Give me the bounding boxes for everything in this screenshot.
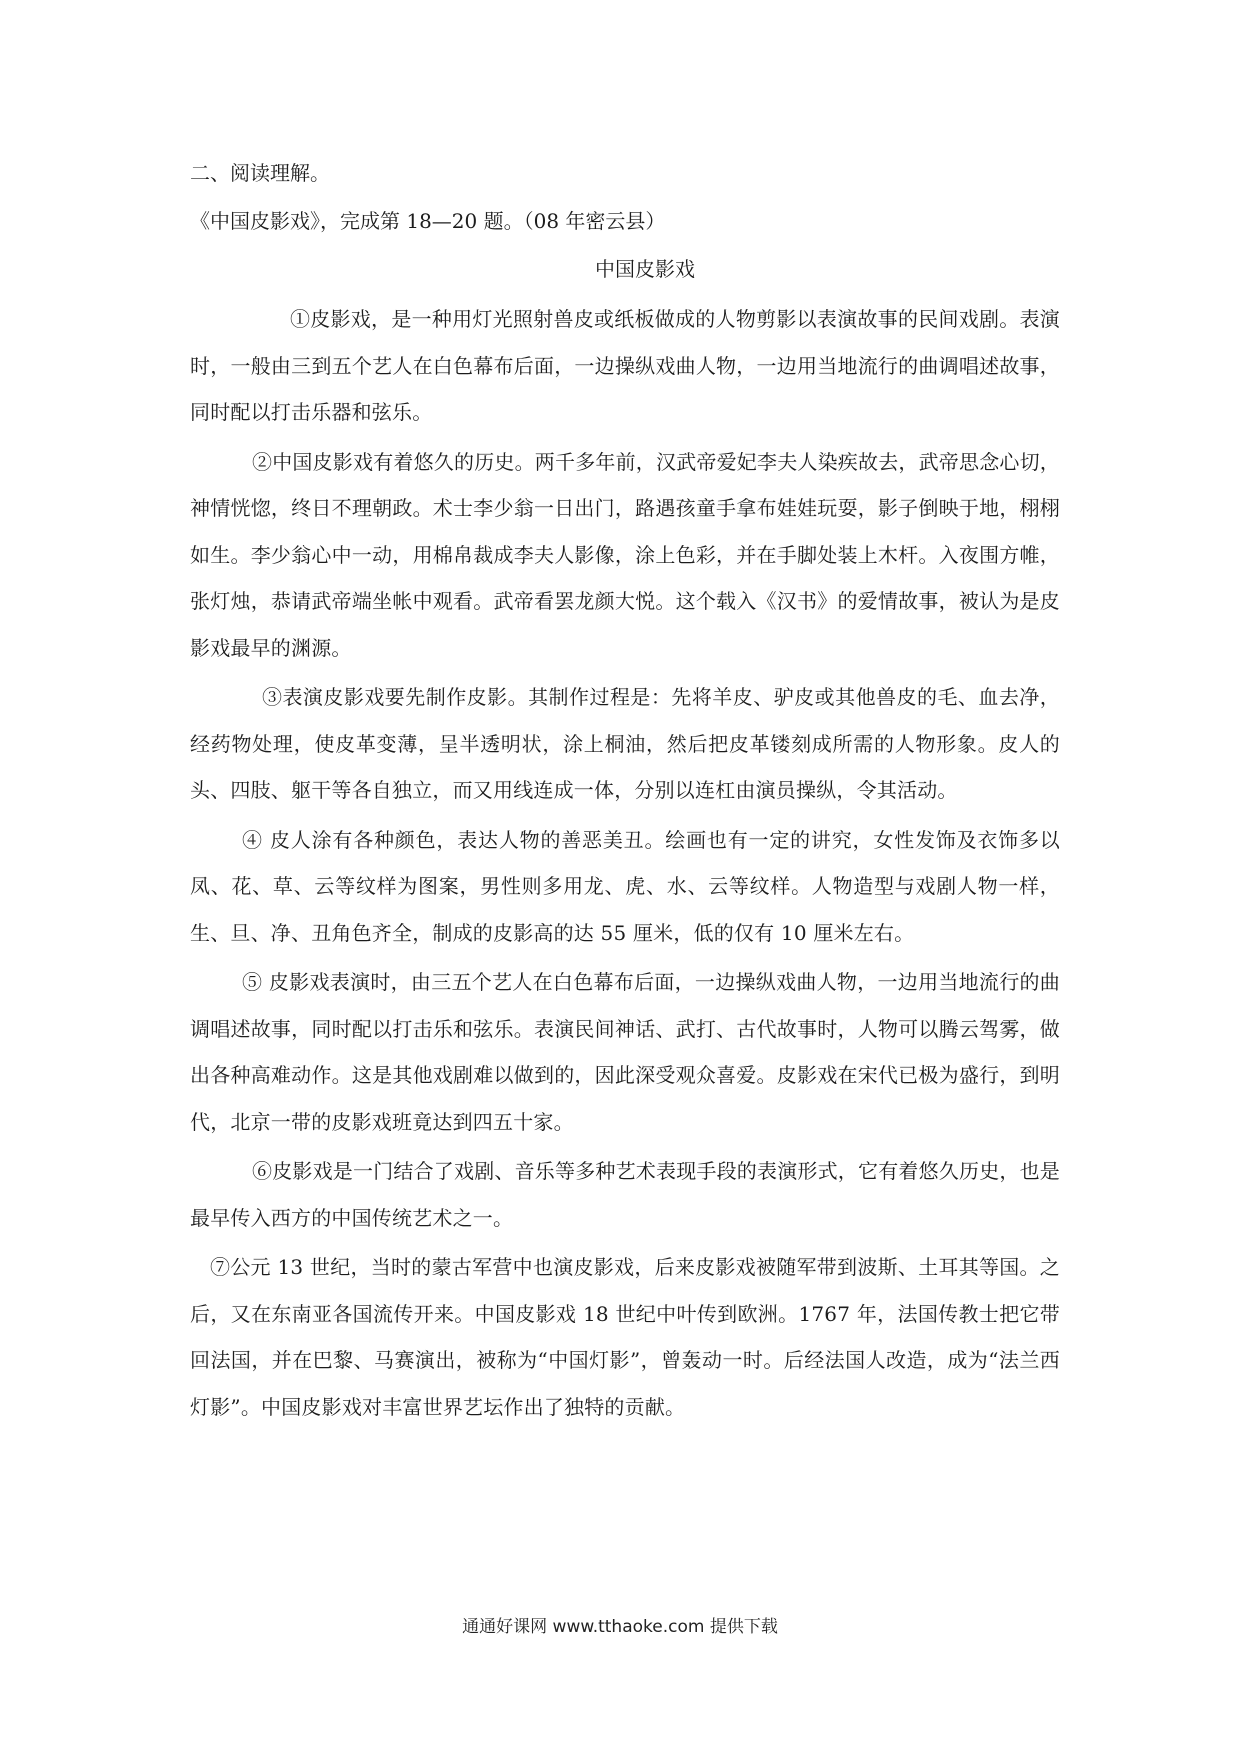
paragraph-6: ⑥皮影戏是一门结合了戏剧、音乐等多种艺术表现手段的表演形式，它有着悠久历史，也是最早传入西方的中国传统艺术之一。: [190, 1159, 1060, 1230]
paragraph-7: ⑦公元 13 世纪，当时的蒙古军营中也演皮影戏，后来皮影戏被随军带到波斯、土耳其等国。之后，又在东南亚各国流传开来。中国皮影戏 18 世纪中叶传到欧洲。1767 年，法国传教士把它带回法国，并在巴黎、马赛演出，被称为“中国灯影”，曾轰动一时。后经法国人改造，成为“法兰西灯影”。中国皮影戏对丰富世界艺坛作出了独特的贡献。: [190, 1255, 1060, 1419]
article-title: 中国皮影戏: [595, 257, 695, 281]
paragraph-4: ④ 皮人涂有各种颜色，表达人物的善恶美丑。绘画也有一定的讲究，女性发饰及衣饰多以凤、花、草、云等纹样为图案，男性则多用龙、虎、水、云等纹样。人物造型与戏剧人物一样，生、旦、净、丑角色齐全，制成的皮影高的达 55 厘米，低的仅有 10 厘米左右。: [190, 827, 1060, 945]
document-content: [190, 158, 1060, 1433]
paragraph-5: ⑤ 皮影戏表演时，由三五个艺人在白色幕布后面，一边操纵戏曲人物，一边用当地流行的曲调唱述故事，同时配以打击乐和弦乐。表演民间神话、武打、古代故事时，人物可以腾云驾雾，做出各种高难动作。这是其他戏剧难以做到的，因此深受观众喜爱。皮影戏在宋代已极为盛行，到明代，北京一带的皮影戏班竟达到四五十家。: [190, 970, 1060, 1134]
paragraph-1: ①皮影戏，是一种用灯光照射兽皮或纸板做成的人物剪影以表演故事的民间戏剧。表演时，一般由三到五个艺人在白色幕布后面，一边操纵戏曲人物，一边用当地流行的曲调唱述故事，同时配以打击乐器和弦乐。: [190, 307, 1060, 424]
question-intro: 《中国皮影戏》，完成第 18—20 题。（08 年密云县）: [190, 209, 666, 233]
paragraph-3: ③表演皮影戏要先制作皮影。其制作过程是：先将羊皮、驴皮或其他兽皮的毛、血去净，经药物处理，使皮革变薄，呈半透明状，涂上桐油，然后把皮革镂刻成所需的人物形象。皮人的头、四肢、躯干等各自独立，而又用线连成一体，分别以连杠由演员操纵，令其活动。: [190, 685, 1060, 802]
paragraph-2: ②中国皮影戏有着悠久的历史。两千多年前，汉武帝爱妃李夫人染疾故去，武帝思念心切，神情恍惚，终日不理朝政。术士李少翁一日出门，路遇孩童手拿布娃娃玩耍，影子倒映于地，栩栩如生。李少翁心中一动，用棉帛裁成李夫人影像，涂上色彩，并在手脚处装上木杆。入夜围方帷，张灯烛，恭请武帝端坐帐中观看。武帝看罢龙颜大悦。这个载入《汉书》的爱情故事，被认为是皮影戏最早的渊源。: [190, 449, 1060, 660]
page-footer: 通通好课网 www.tthaoke.com 提供下载: [462, 1617, 778, 1637]
section-heading: 二、阅读理解。: [190, 161, 330, 185]
